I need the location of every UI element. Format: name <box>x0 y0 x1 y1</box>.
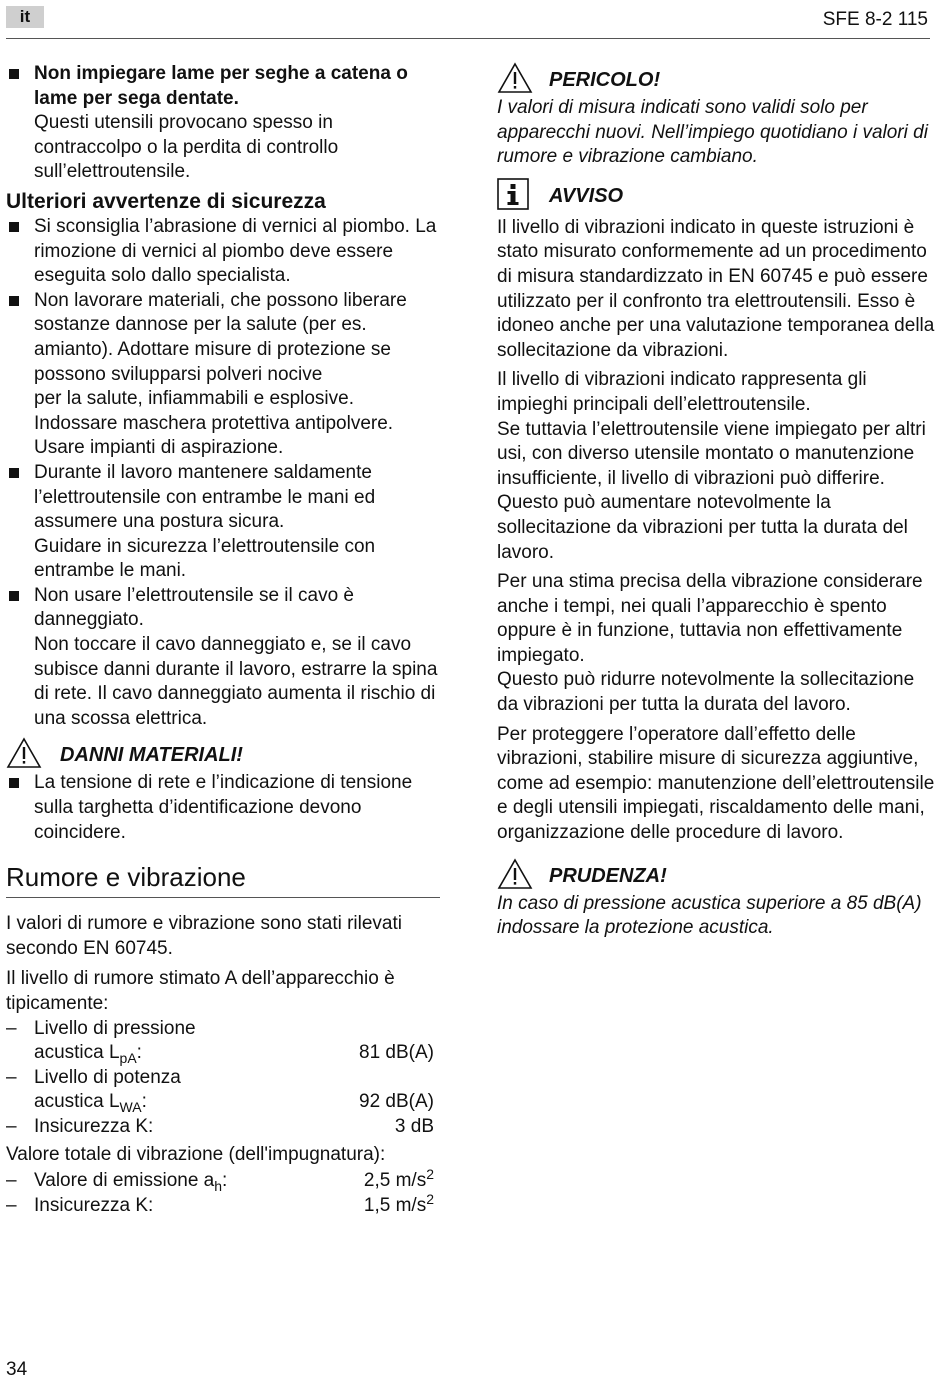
right-column <box>497 62 937 941</box>
warning-text: I valori di misura indicati sono validi solo per apparecchi nuovi. Nell’impiego quotidiano i valori di rumore e vibrazione cambiano. <box>497 97 928 168</box>
paragraph: Il livello di vibrazioni indicato rappresenta gli impieghi principali dell’elettroutensile. <box>497 369 867 415</box>
measure-label: acustica $L_{pA}$: <box>34 1042 142 1067</box>
paragraph: Il livello di vibrazioni indicato in queste istruzioni è stato misurato conformemente ad un procedimento di misura standardizzato in EN 60745 e può essere utilizzato per il confronto tra elettroutensili. Esso è idoneo anche per una valutazione temporanea della sollecitazione da vibrazioni. <box>497 216 935 361</box>
measure-value: 92 dB(A) <box>359 1091 434 1113</box>
warning-title: PRUDENZA! <box>549 864 667 887</box>
warning-title: PERICOLO! <box>549 69 661 91</box>
measure-value: 2,5 $m/s^2$ <box>363 1166 434 1192</box>
subscript: h <box>214 1178 223 1195</box>
bullet-text: per la salute, infiammabili e esplosive. <box>34 388 354 410</box>
measure-label: acustica $L_{WA}$: <box>34 1091 147 1116</box>
warning-title: DANNI MATERIALI! <box>60 744 243 767</box>
bullet-text: Guidare in sicurezza l’elettroutensile con entrambe le mani. <box>34 535 376 582</box>
measure-label: – Valore di emissione $a_h$: <box>34 1170 228 1195</box>
measure-pressure <box>6 1017 440 1066</box>
paragraph: Questo può ridurre notevolmente la sollecitazione da vibrazioni per tutta la durata del lavoro. <box>497 669 915 716</box>
measure-uncertainty <box>6 1115 440 1140</box>
paragraph: I valori di rumore e vibrazione sono stati rilevati secondo EN 60745. <box>6 913 403 959</box>
bullet-text: Non lavorare materiali, che possono liberare sostanze dannose per la salute (per es. amianto). Adottare misure di protezione se possono svilupparsi polveri nocive <box>34 289 407 385</box>
measure-label: – Insicurezza K: <box>34 1194 154 1216</box>
measure-label: – Livello di pressione <box>34 1017 196 1039</box>
bullet-text: Durante il lavoro mantenere saldamente l’elettroutensile con entrambe le mani ed assumere una postura sicura. <box>34 461 376 533</box>
measure-power <box>6 1066 440 1115</box>
measure-value: 1,5 $m/s^2$ <box>363 1190 434 1216</box>
measure-value: 3 dB <box>394 1115 434 1137</box>
header-divider <box>6 38 930 39</box>
warning-triangle-icon <box>497 858 533 890</box>
bullet-text: La tensione di rete e l’indicazione di tensione sulla targhetta d’identificazione devono coincidere. <box>34 772 413 843</box>
section-subtitle: Ulteriori avvertenze di sicurezza <box>6 189 326 213</box>
page-number: 34 <box>6 1359 28 1380</box>
bullet-text: Si sconsiglia l’abrasione di vernici al piombo. La rimozione di vernici al piombo deve essere eseguita solo dallo specialista. <box>34 215 437 287</box>
vibration-uncertainty <box>6 1190 440 1219</box>
left-column <box>6 62 440 1218</box>
bullet-item <box>6 584 440 732</box>
bullet-text: Non usare l’elettroutensile se il cavo è danneggiato. <box>34 584 355 631</box>
measure-label: – Insicurezza K: <box>34 1115 154 1137</box>
vibration-emission <box>6 1166 440 1195</box>
vibration-title: Valore totale di vibrazione (dell'impugnatura): <box>6 1143 386 1165</box>
paragraph: Per una stima precisa della vibrazione considerare anche i tempi, nei quali l’apparecchio è spento oppure è in funzione, tuttavia non effettivamente impiegato. <box>497 571 923 666</box>
bullet-text: Indossare maschera protettiva antipolvere. Usare impianti di aspirazione. <box>34 412 394 459</box>
section-heading: Rumore e vibrazione <box>6 861 440 898</box>
warning-prudenza <box>497 858 937 892</box>
bullet-text: Questi utensili provocano spesso in contraccolpo o la perdita di controllo sull’elettroutensile. <box>34 112 339 183</box>
warning-triangle-icon <box>497 62 533 94</box>
language-tab: it <box>6 6 44 28</box>
subscript: WA <box>119 1099 142 1116</box>
subscript: pA <box>119 1050 137 1067</box>
warning-danni <box>6 737 440 771</box>
measure-label: – Livello di potenza <box>34 1066 181 1088</box>
paragraph: Per proteggere l’operatore dall’effetto delle vibrazioni, stabilire misure di sicurezza aggiuntive, come ad esempio: manutenzione dell’elettroutensile e degli utensili impiegati, riscaldamento delle mani, organizzazione delle procedure di lavoro. <box>497 723 935 844</box>
warning-triangle-icon <box>6 737 42 769</box>
warning-text: In caso di pressione acustica superiore a 85 dB(A) indossare la protezione acustica. <box>497 892 922 939</box>
warning-pericolo <box>497 62 937 96</box>
paragraph: Se tuttavia l’elettroutensile viene impiegato per altri usi, con diverso utensile montato o manutenzione insufficiente, il livello di vibrazioni può differire. Questo può aumentare notevolmente la sollecitazione da vibrazioni per tutta la durata del lavoro. <box>497 418 926 563</box>
notice-avviso <box>497 178 937 212</box>
bullet-item <box>6 461 440 584</box>
bullet-item <box>6 771 440 845</box>
info-icon <box>497 178 529 210</box>
paragraph: Il livello di rumore stimato A dell’apparecchio è tipicamente: <box>6 968 395 1014</box>
bullet-item <box>6 62 440 185</box>
bullet-text: Non toccare il cavo danneggiato e, se il cavo subisce danni durante il lavoro, estrarre la spina di rete. Il cavo danneggiato aumenta il rischio di una scossa elettrica. <box>34 634 438 729</box>
notice-title: AVVISO <box>549 184 624 207</box>
model-name: SFE 8-2 115 <box>822 9 928 30</box>
bullet-item <box>6 215 440 289</box>
bullet-title: Non impiegare lame per seghe a catena o lame per sega dentate. <box>34 63 408 109</box>
measure-value: 81 dB(A) <box>359 1042 434 1064</box>
bullet-item <box>6 289 440 461</box>
